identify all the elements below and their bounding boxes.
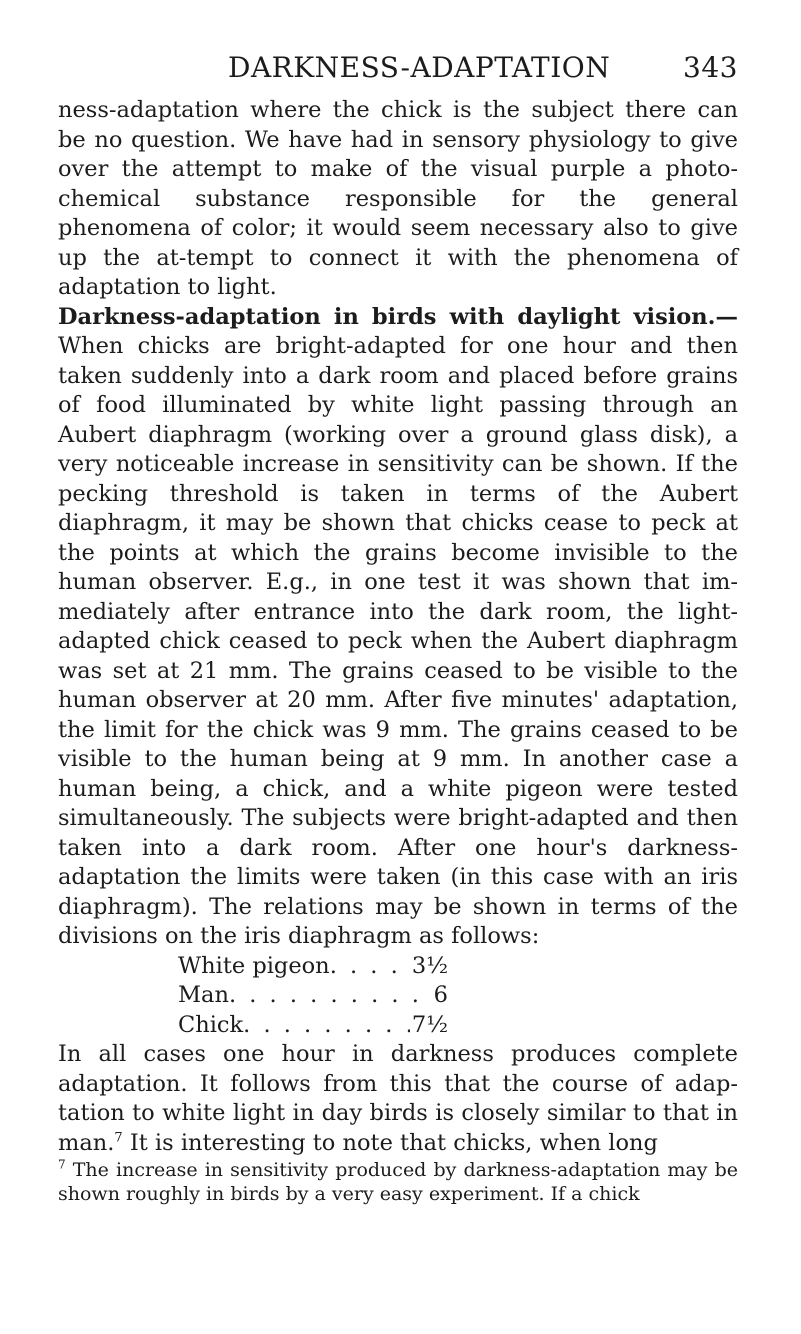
dot-leader [330, 952, 410, 982]
footnote-reference: 7 [114, 1130, 123, 1145]
running-header [58, 48, 738, 88]
table-row [178, 952, 448, 982]
footnote [58, 1158, 738, 1206]
body-text [58, 96, 738, 1206]
row-value: 7½ [411, 1011, 448, 1038]
paragraph-darkness-adaptation [58, 303, 738, 952]
row-label: Chick [178, 1011, 244, 1038]
paragraph-text: In all cases one hour in darkness produces complete adaptation. It follows from this that the course of adap-tation to white light in day birds is closely similar to that in man. [58, 1041, 738, 1156]
page-number: 343 [683, 51, 738, 84]
paragraph-text-continued: It is interesting to note that chicks, when long [122, 1129, 658, 1156]
paragraph-text: When chicks are bright-adapted for one hour and then taken suddenly into a dark room and placed before grains of food illuminated by white light passing through an Aubert diaphragm (working over a ground glass disk), a very noticeable increase in sensitivity can be shown. If the pecking threshold is taken in terms of the Aubert diaphragm, it may be shown that chicks cease to peck at the points at which the grains become invisible to the human observer. E.g., in one test it was shown that im-mediately after entrance into the dark room, the light-adapted chick ceased to peck when the Aubert diaphragm was set at 21 mm. The grains ceased to be visible to the human observer at 20 mm. After five minutes' adaptation, the limit for the chick was 9 mm. The grains ceased to be visible to the human being at 9 mm. In another case a human being, a chick, and a white pigeon were tested simultaneously. The subjects were bright-adapted and then taken into a dark room. After one hour's darkness-adaptation the limits were taken (in this case with an iris diaphragm). The relations may be shown in terms of the divisions on the iris diaphragm as follows: [58, 333, 738, 949]
running-title: DARKNESS-ADAPTATION [228, 51, 611, 84]
row-value: 6 [433, 982, 448, 1008]
table-row [178, 1011, 448, 1041]
footnote-marker: 7 [58, 1157, 66, 1172]
row-label: White pigeon [178, 952, 330, 979]
dot-leader [229, 981, 432, 1011]
dot-leader [243, 1011, 410, 1041]
paragraph-continuation: ness-adaptation where the chick is the subject there can be no question. We have had in sensory physiology to give over the attempt to make of the visual purple a photo-chemical substance responsible for the general phenomena of color; it would seem necessary also to give up the at-tempt to connect it with the phenomena of adaptation to light. [58, 97, 738, 300]
iris-diaphragm-table [178, 952, 448, 1041]
table-row [178, 981, 448, 1011]
section-heading: Darkness-adaptation in birds with daylight vision.— [58, 303, 738, 330]
footnote-text: The increase in sensitivity produced by darkness-adaptation may be shown roughly in birds by a very easy experiment. If a chick [58, 1159, 738, 1205]
row-label: Man [178, 982, 229, 1008]
paragraph-conclusion [58, 1040, 738, 1158]
row-value: 3½ [411, 952, 448, 979]
